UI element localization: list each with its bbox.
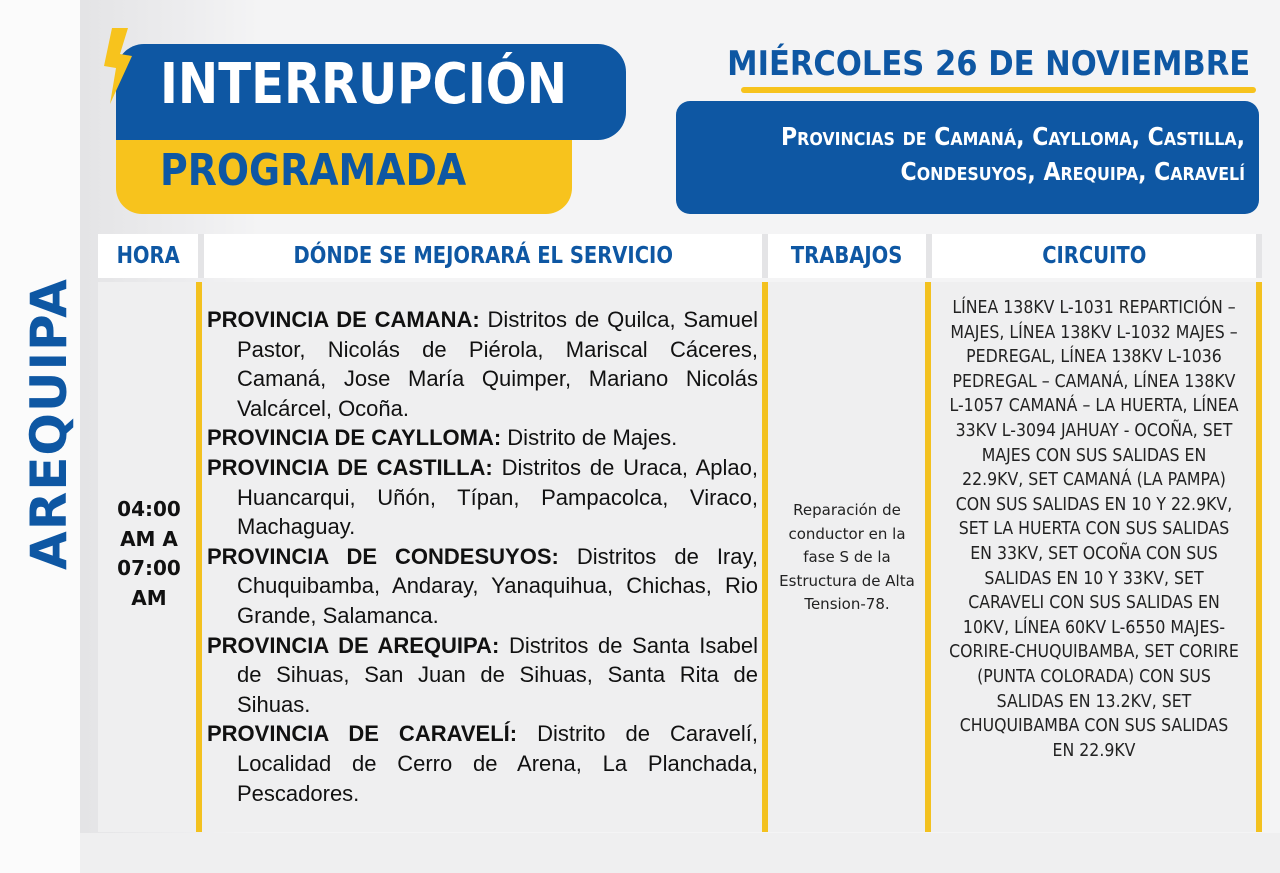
date-underline [741,87,1256,93]
province-name: PROVINCIA DE CARAVELÍ: [207,721,518,747]
cell-hora [104,495,194,613]
column-divider [196,282,202,832]
province-districts: Distritos de Uraca, Aplao, Huancarqui, Uñón, Típan, Pampacolca, Viraco, Machaguay. [237,454,758,540]
date-heading: MIÉRCOLES 26 DE NOVIEMBRE [726,44,1250,84]
province-districts: Distritos de Iray, Chuquibamba, Andaray, Yanaquihua, Chichas, Rio Grande, Salamanca. [237,543,758,628]
province-name: PROVINCIA DE CASTILLA: [207,454,493,480]
circuito-text: LÍNEA 138KV L-1031 REPARTICIÓN – MAJES, LÍNEA 138KV L-1032 MAJES – PEDREGAL, LÍNEA 138KV L-1036 PEDREGAL – CAMANÁ, LÍNEA 138KV L-1057 CAMANÁ – LA HUERTA, LÍNEA 33KV L-3094 JAHUAY - OCOÑA, SET MAJES CON SUS SALIDAS EN 22.9KV, SET CAMANÁ (LA PAMPA) CON SUS SALIDAS EN 10 Y 22.9KV, SET LA HUERTA CON SUS SALIDAS EN 33KV, SET OCOÑA CON SUS SALIDAS EN 10 Y 33KV, SET CARAVELI CON SUS SALIDAS EN 10KV, LÍNEA 60KV L-6550 MAJES-CORIRE-CHUQUIBAMBA, SET CORIRE (PUNTA COLORADA) CON SUS SALIDAS EN 13.2KV, SET CHUQUIBAMBA CON SUS SALIDAS EN 22.9KV [949,298,1239,761]
bottom-band [80,833,1280,873]
col-header-donde [204,234,762,278]
province-entry [207,305,758,423]
province-entry [207,423,758,453]
province-name: PROVINCIA DE CAMANA: [207,307,480,332]
province-entry [207,631,758,720]
province-entry [207,719,758,808]
province-name: PROVINCIA DE CONDESUYOS: [207,543,559,569]
col-header-trabajos [768,234,926,278]
province-entry [207,453,758,542]
province-name: PROVINCIA DE CAYLLOMA: [207,425,502,451]
cell-donde [207,305,758,808]
col-header-circuito-text: CIRCUITO [1041,243,1147,269]
lightning-bolt-icon [98,28,142,108]
provinces-line-1: Provincias de Camaná, Caylloma, Castilla, [780,122,1245,151]
hora-line: 04:00 [117,497,181,521]
column-divider [925,282,931,832]
province-name: PROVINCIA DE AREQUIPA: [207,632,500,658]
hora-line: AM [131,585,167,610]
province-districts: Distrito de Majes. [507,425,678,451]
title-programada: PROGRAMADA [160,145,467,196]
province-districts: Distritos de Santa Isabel de Sihuas, San Juan de Sihuas, Santa Rita de Sihuas. [237,632,758,717]
cell-circuito [933,296,1255,763]
province-districts: Distritos de Quilca, Samuel Pastor, Nicolás de Piérola, Mariscal Cáceres, Camaná, Jose María Quimper, Mariano Nicolás Valcárcel, Ocoña. [237,307,758,421]
provinces-line-2: Condesuyos, Arequipa, Caravelí [900,157,1245,186]
province-districts: Distrito de Caravelí, Localidad de Cerro de Arena, La Planchada, Pescadores. [237,721,758,806]
column-divider [1256,282,1262,832]
province-entry [207,542,758,631]
column-divider [762,282,768,832]
col-header-donde-text: DÓNDE SE MEJORARÁ EL SERVICIO [293,243,673,269]
col-header-hora-text: HORA [116,243,180,269]
region-label: AREQUIPA [20,278,78,570]
col-header-circuito [932,234,1256,278]
hora-line: 07:00 [117,556,181,580]
provinces-banner [676,101,1259,214]
col-header-trabajos-text: TRABAJOS [791,243,903,269]
header-divider [1256,234,1262,278]
hora-line: AM A [120,526,178,551]
cell-trabajos: Reparación de conductor en la fase S de la Estructura de Alta Tension-78. [779,501,915,613]
col-header-hora [98,234,198,278]
title-interrupcion: INTERRUPCIÓN [160,52,568,117]
